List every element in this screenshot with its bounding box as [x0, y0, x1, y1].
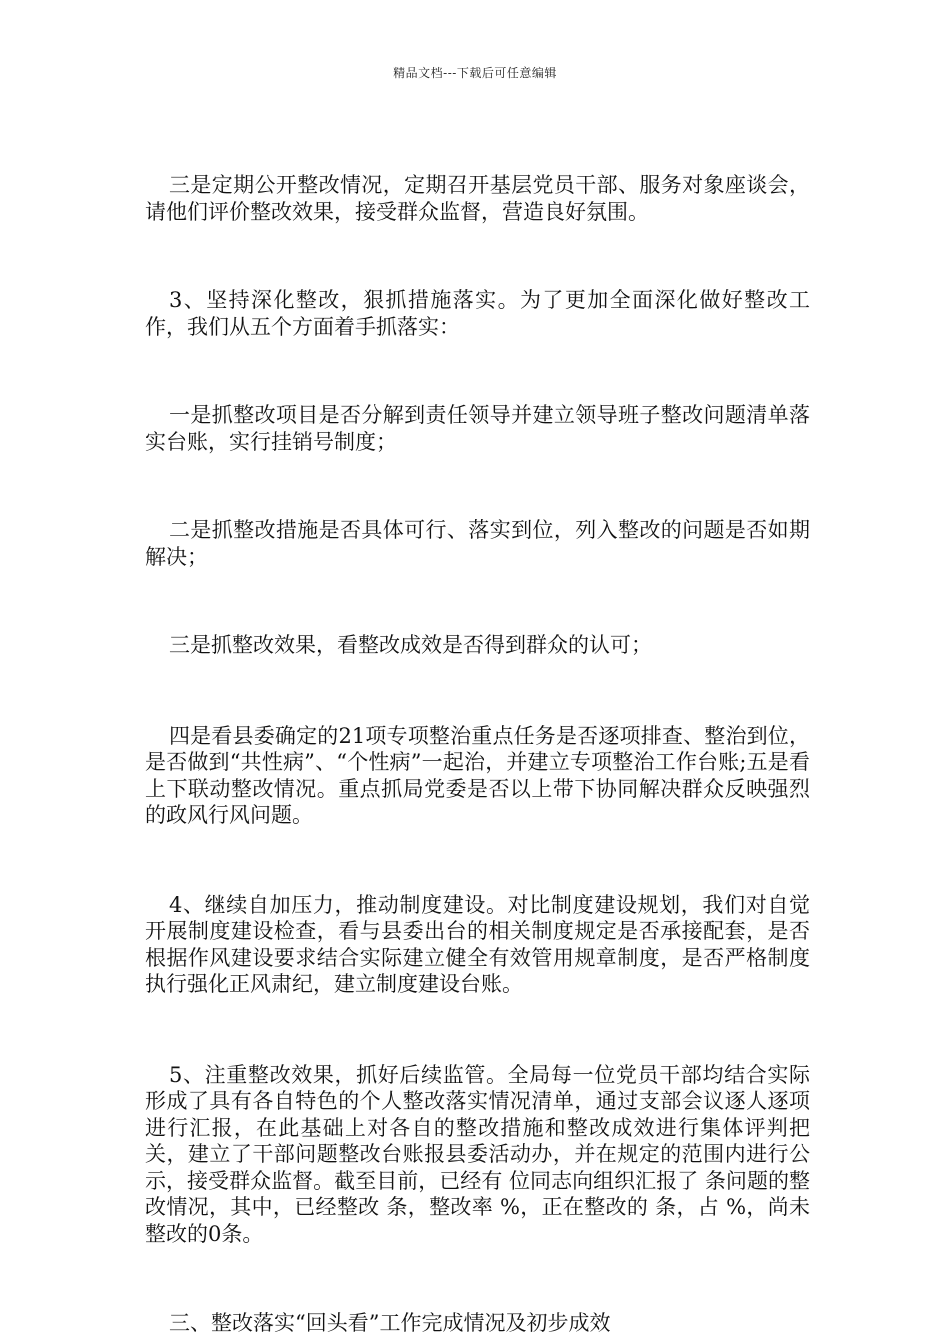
- paragraph-item-four-five: 四是看县委确定的21项专项整治重点任务是否逐项排查、整治到位，是否做到“共性病”、“个性病”一起治，并建立专项整治工作台账;五是看上下联动整改情况。重点抓局党委是否以上带下协同解决群众反映强烈的政风行风问题。: [145, 723, 810, 827]
- paragraph-follow-up-supervision: 5、注重整改效果，抓好后续监管。全局每一位党员干部均结合实际形成了具有各自特色的个人整改落实情况清单，通过支部会议逐人逐项进行汇报，在此基础上对各自的整改措施和整改成效进行集体评判把关，建立了干部问题整改台账报县委活动办，并在规定的范围内进行公示，接受群众监督。截至目前，已经有 位同志向组织汇报了 条问题的整改情况，其中，已经整改 条，整改率 %，正在整改的 条，占 %，尚未整改的0条。: [145, 1062, 810, 1246]
- section-heading-review: 三、整改落实“回头看”工作完成情况及初步成效: [169, 1311, 611, 1335]
- paragraph-deepen-rectification: 3、坚持深化整改，狠抓措施落实。为了更加全面深化做好整改工作，我们从五个方面着手抓落实：: [145, 288, 810, 339]
- paragraph-public-rectification: 三是定期公开整改情况，定期召开基层党员干部、服务对象座谈会，请他们评价整改效果，接受群众监督，营造良好氛围。: [145, 173, 810, 224]
- document-body: [145, 172, 810, 1337]
- paragraph-item-three: 三是抓整改效果，看整改成效是否得到群众的认可；: [169, 633, 652, 657]
- paragraph-item-two: 二是抓整改措施是否具体可行、落实到位，列入整改的问题是否如期解决；: [145, 518, 810, 569]
- paragraph-item-one: 一是抓整改项目是否分解到责任领导并建立领导班子整改问题清单落实台账，实行挂销号制度；: [145, 403, 810, 454]
- page-header: 精品文档---下载后可任意编辑: [393, 66, 557, 80]
- paragraph-system-building: 4、继续自加压力，推动制度建设。对比制度建设规划，我们对自觉开展制度建设检查，看与县委出台的相关制度规定是否承接配套，是否根据作风建设要求结合实际建立健全有效管用规章制度，是否严格制度执行强化正风肃纪，建立制度建设台账。: [145, 892, 810, 996]
